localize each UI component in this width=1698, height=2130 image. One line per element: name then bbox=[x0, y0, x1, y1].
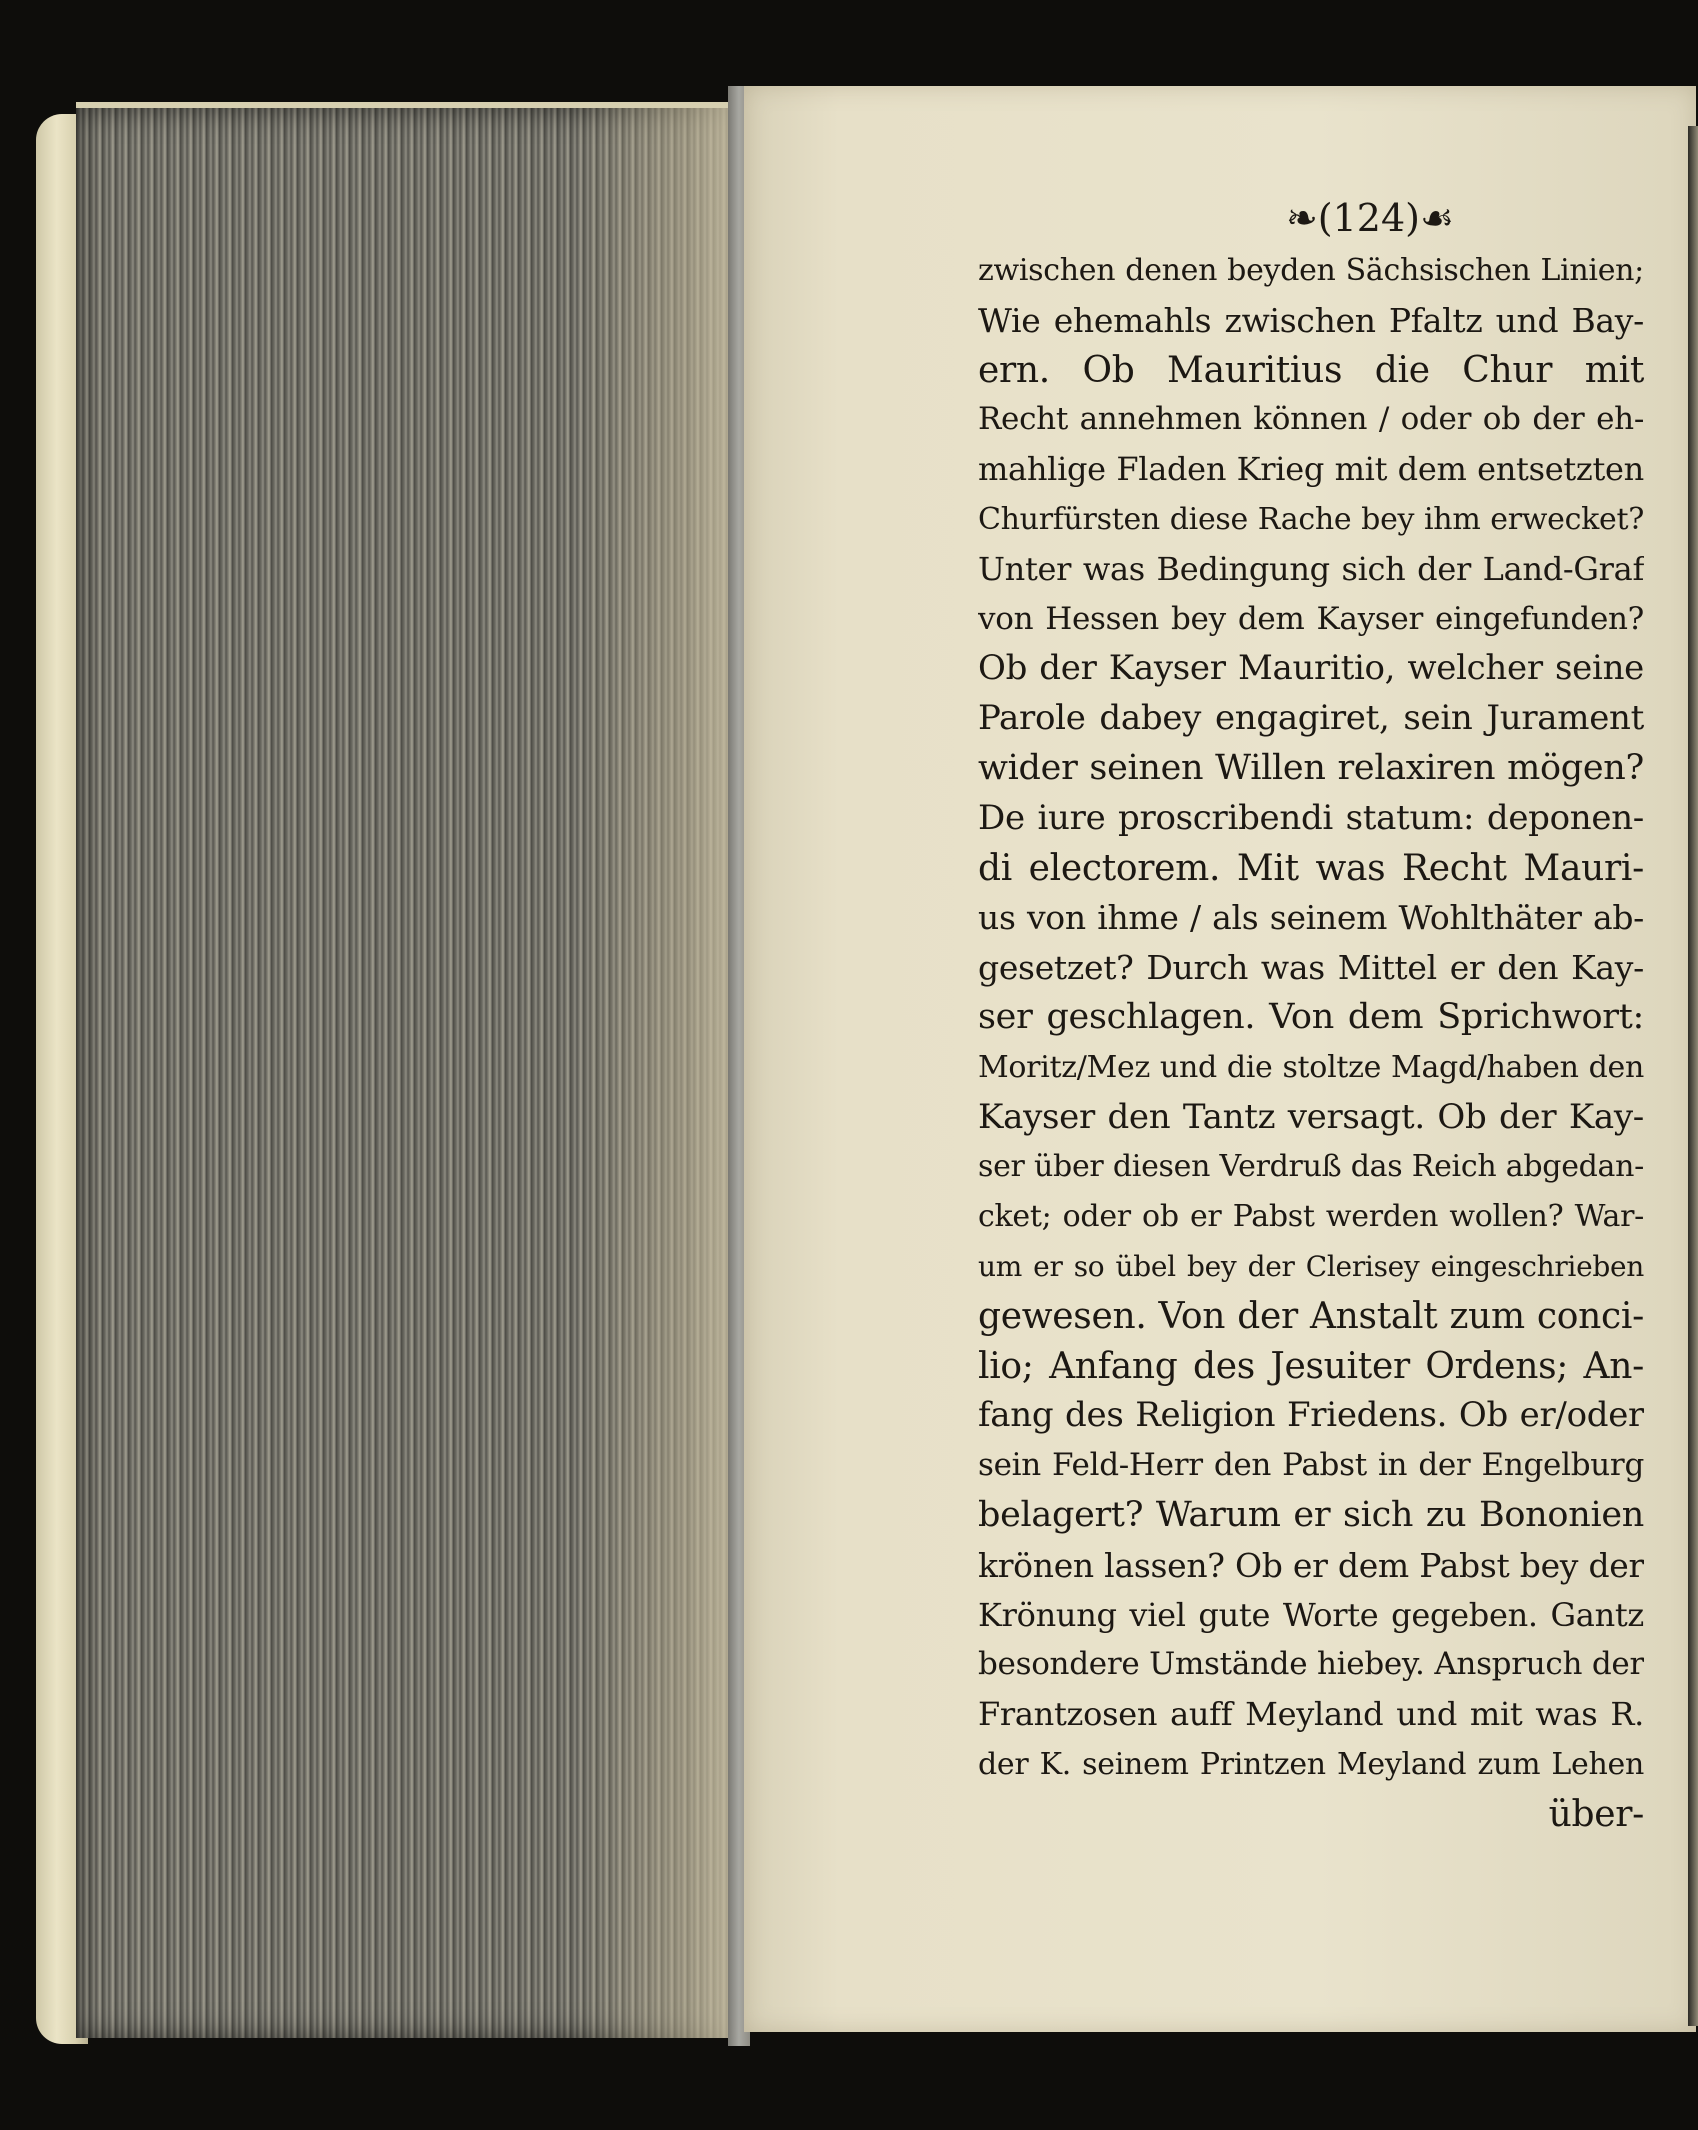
text-line: der K. seinem Printzen Meyland zum Lehen bbox=[978, 1746, 1644, 1782]
text-line: Krönung viel gute Worte gegeben. Gantz bbox=[978, 1595, 1644, 1634]
text-line: Unter was Bedingung sich der Land-Graf bbox=[978, 549, 1644, 588]
text-line: belagert? Warum er sich zu Bononien bbox=[978, 1494, 1644, 1535]
text-line: Kayser den Tantz versagt. Ob der Kay- bbox=[978, 1096, 1644, 1137]
text-line: Frantzosen auff Meyland und mit was R. bbox=[978, 1695, 1644, 1734]
text-line: mahlige Fladen Krieg mit dem entsetzten bbox=[978, 450, 1644, 489]
ornament-left-icon: ❧ bbox=[1285, 196, 1318, 240]
text-line: sein Feld-Herr den Pabst in der Engelburg bbox=[978, 1447, 1644, 1484]
page-header bbox=[1270, 198, 1470, 238]
next-page-edge bbox=[1688, 126, 1698, 2026]
text-line: um er so übel bey der Clerisey eingeschrieben bbox=[978, 1249, 1644, 1283]
page-text bbox=[978, 246, 1644, 1840]
text-line: ser über diesen Verdruß das Reich abgedan- bbox=[978, 1149, 1644, 1185]
text-line: Churfürsten diese Rache bey ihm erwecket? bbox=[978, 501, 1644, 537]
page-stack bbox=[76, 102, 736, 2038]
page-number: (124) bbox=[1317, 196, 1420, 240]
text-line: ern. Ob Mauritius die Chur mit bbox=[978, 349, 1644, 391]
text-line: Recht annehmen können / oder ob der eh- bbox=[978, 401, 1644, 438]
text-line: lio; Anfang des Jesuiter Ordens; An- bbox=[978, 1345, 1644, 1387]
text-line: di electorem. Mit was Recht Mauri- bbox=[978, 847, 1644, 889]
text-line: wider seinen Willen relaxiren mögen? bbox=[978, 747, 1644, 788]
text-line: gesetzet? Durch was Mittel er den Kay- bbox=[978, 948, 1644, 988]
text-line: cket; oder ob er Pabst werden wollen? War- bbox=[978, 1199, 1644, 1235]
text-line: fang des Religion Friedens. Ob er/oder bbox=[978, 1395, 1644, 1436]
ornament-right-icon: ☙ bbox=[1419, 196, 1455, 240]
text-line: von Hessen bey dem Kayser eingefunden? bbox=[978, 600, 1644, 637]
text-line: Parole dabey engagiret, sein Jurament bbox=[978, 698, 1644, 739]
catchword: über- bbox=[1548, 1793, 1644, 1835]
text-line: besondere Umstände hiebey. Anspruch der bbox=[978, 1646, 1644, 1683]
text-line: De iure proscribendi statum: deponen- bbox=[978, 797, 1644, 838]
text-line: us von ihme / als seinem Wohlthäter ab- bbox=[978, 898, 1644, 938]
text-line: ser geschlagen. Von dem Sprichwort: bbox=[978, 996, 1644, 1037]
text-line: zwischen denen beyden Sächsischen Linien; bbox=[978, 253, 1644, 288]
text-line: gewesen. Von der Anstalt zum conci- bbox=[978, 1295, 1644, 1337]
text-line: krönen lassen? Ob er dem Pabst bey der bbox=[978, 1545, 1644, 1585]
text-line: Wie ehemahls zwischen Pfaltz und Bay- bbox=[978, 300, 1644, 340]
text-line: Moritz/Mez und die stoltze Magd/haben den bbox=[978, 1049, 1644, 1085]
text-line: Ob der Kayser Mauritio, welcher seine bbox=[978, 648, 1644, 689]
